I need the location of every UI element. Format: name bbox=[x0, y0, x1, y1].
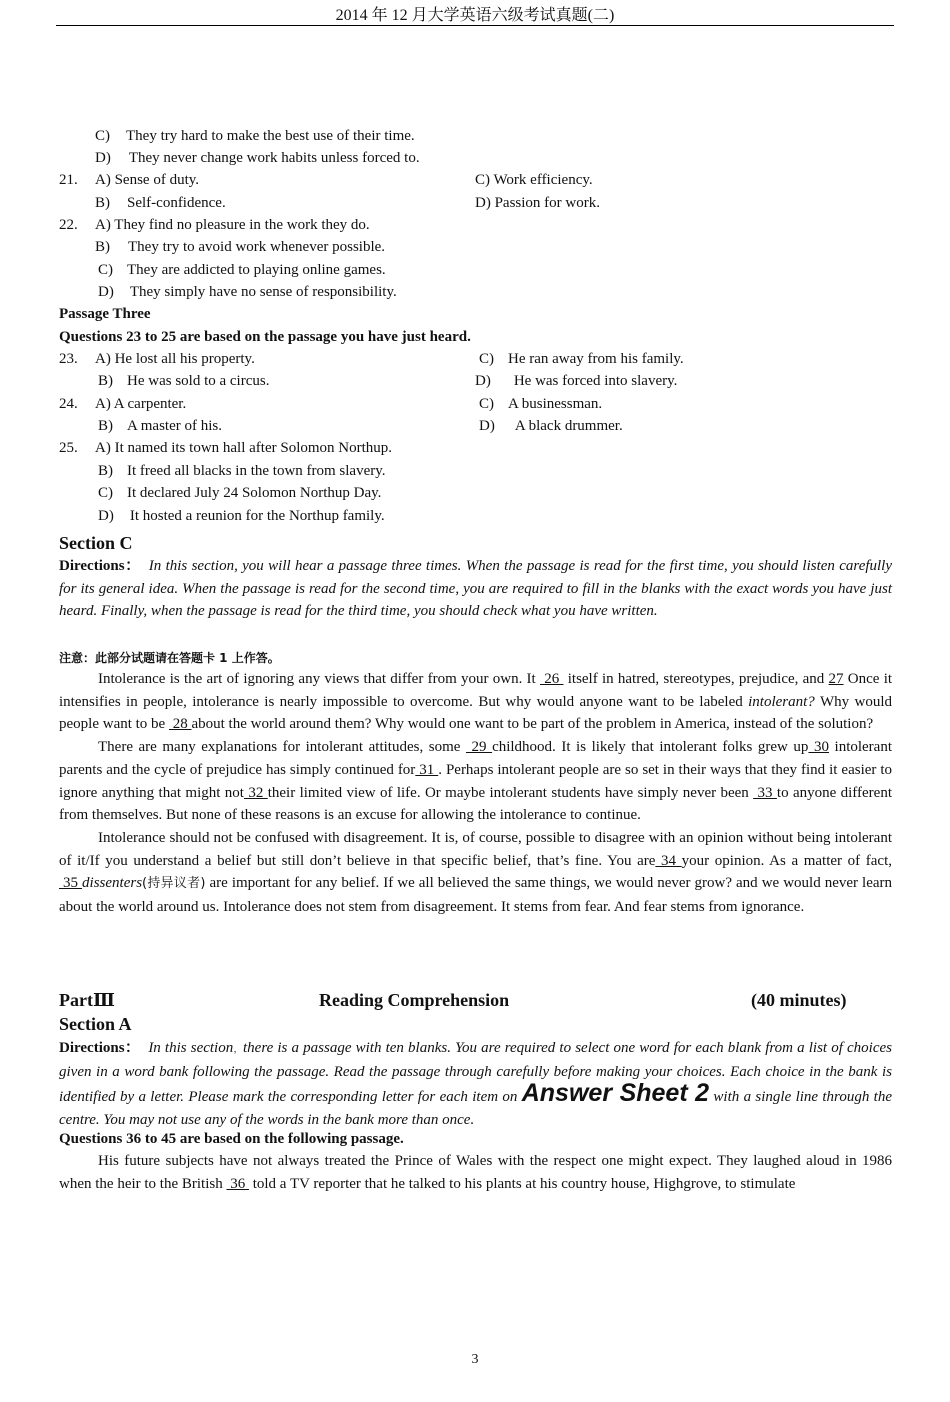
blank-26: 26 bbox=[539, 671, 564, 687]
passage-three-instruction: Questions 23 to 25 are based on the passage you have just heard. bbox=[59, 329, 471, 345]
page-number: 3 bbox=[471, 1352, 479, 1367]
q25-option-b: B) It freed all blacks in the town from slavery. bbox=[98, 463, 386, 479]
q24-option-c: C) A businessman. bbox=[479, 396, 603, 412]
q21-option-b: B) Self-confidence. bbox=[95, 195, 226, 211]
blank-29: 29 bbox=[465, 739, 493, 756]
q22-option-a: A) They find no pleasure in the work they do. bbox=[95, 217, 370, 233]
q21-option-d: D) Passion for work. bbox=[475, 195, 600, 211]
section-c-title: Section C bbox=[59, 533, 133, 553]
q22-option-c: C) They are addicted to playing online games. bbox=[98, 262, 386, 278]
q22-option-b: B) They try to avoid work whenever possible. bbox=[95, 239, 386, 255]
section-c-passage bbox=[59, 668, 892, 919]
passage-paragraph-2: There are many explanations for intolerant attitudes, some 29 childhood. It is likely that intolerant folks grew up 30 intolerant parents and the cycle of prejudice has simply continued for 31 . Perhaps intolerant people are so set in their ways that they find it easier to ignore anything that might not 32 their limited view of life. Or maybe intolerant students have simply never been 33 to anyone different from themselves. But none of these reasons is an excuse for allowing the intolerance to continue. bbox=[59, 739, 893, 824]
part-three-label: PartⅢ bbox=[59, 990, 115, 1010]
q23-option-b: B) He was sold to a circus. bbox=[98, 373, 270, 389]
page-header: 2014 年 12 月大学英语六级考试真题(二) bbox=[335, 7, 615, 24]
q24-option-d: D) A black drummer. bbox=[479, 418, 623, 434]
q21-option-a: A) Sense of duty. bbox=[95, 172, 200, 188]
blank-36: 36 bbox=[226, 1175, 249, 1192]
q25-option-d: D) It hosted a reunion for the Northup family. bbox=[98, 508, 385, 524]
blank-27: 27 bbox=[828, 671, 844, 687]
section-a-title: Section A bbox=[59, 1014, 132, 1034]
q20-option-c: C) They try hard to make the best use of their time. bbox=[95, 128, 415, 144]
q25-option-c: C) It declared July 24 Solomon Northup Day. bbox=[98, 485, 382, 501]
directions-label: Directions： bbox=[59, 558, 141, 574]
q25-number: 25. bbox=[59, 440, 78, 456]
q24-option-a: A) A carpenter. bbox=[95, 396, 187, 412]
section-a-passage: His future subjects have not always treated the Prince of Wales with the respect one might expect. They laughed aloud in 1986 when the heir to the British 36 told a TV reporter that he talked to his plants at his country house, Highgrove, to stimulate bbox=[59, 1153, 892, 1192]
blank-34: 34 bbox=[655, 852, 682, 869]
section-c-note: 注意：此部分试题请在答题卡 1 上作答。 bbox=[59, 651, 280, 665]
q23-option-d: D) He was forced into slavery. bbox=[475, 373, 678, 389]
section-a-directions: Directions： In this section，there is a passage with ten blanks. You are required to select one word for each blank from a list of choices given in a word bank following the passage. Read the passage through carefully before making your choices. Each choice in the bank is identified by a letter. Please mark the corresponding letter for each item on Answer Sheet 2 with a single line through the centre. You may not use any of the words in the bank more than once. bbox=[59, 1040, 893, 1129]
part-three-title: Reading Comprehension bbox=[319, 990, 510, 1010]
q25-option-a: A) It named its town hall after Solomon Northup. bbox=[95, 440, 393, 456]
q23-number: 23. bbox=[59, 351, 78, 367]
blank-32: 32 bbox=[243, 784, 268, 801]
passage-paragraph-3: Intolerance should not be confused with disagreement. It is, of course, possible to disagree with an opinion without being intolerant of it/If you understand a belief but still don’t believe in that specific belief, that’s fine. You are 34 your opinion. As a matter of fact, 35 dissenters(持异议者) are important for any belief. If we all believed the same things, we would never grow? and we would never learn about the world around us. Intolerance does not stem from disagreement. It stems from fear. And fear stems from ignorance. bbox=[59, 829, 893, 916]
blank-31: 31 bbox=[415, 761, 439, 778]
q21-number: 21. bbox=[59, 172, 78, 188]
blank-28: 28 bbox=[168, 716, 192, 733]
blank-30: 30 bbox=[808, 739, 829, 756]
q24-option-b: B) A master of his. bbox=[98, 418, 222, 434]
q20-option-d: D) They never change work habits unless forced to. bbox=[95, 150, 420, 166]
q22-option-d: D) They simply have no sense of responsibility. bbox=[98, 284, 397, 300]
blank-35: 35 bbox=[59, 875, 83, 892]
blank-33: 33 bbox=[753, 784, 777, 801]
answer-sheet-2: Answer Sheet 2 bbox=[521, 1079, 710, 1108]
passage-paragraph-1: Intolerance is the art of ignoring any views that differ from your own. It 26 itself in hatred, stereotypes, prejudice, and 27 Once it intensifies in people, intolerance is nearly impossible to overcome. But why would anyone want to be labeled intolerant? Why would people want to be 28 about the world around them? Why would one want to be part of the problem in America, instead of the solution? bbox=[59, 671, 893, 733]
section-c-directions: Directions： In this section, you will hear a passage three times. When the passage is read for the first time, you should listen carefully for its general idea. When the passage is read for the second time, you are required to fill in the blanks with the exact words you have just heard. Finally, when the passage is read for the third time, you should check what you have written. bbox=[59, 558, 893, 620]
header-rule bbox=[56, 25, 894, 26]
section-a-instruction: Questions 36 to 45 are based on the following passage. bbox=[59, 1131, 404, 1147]
part-three-time: (40 minutes) bbox=[751, 990, 847, 1010]
q23-option-c: C) He ran away from his family. bbox=[479, 351, 684, 367]
q22-number: 22. bbox=[59, 217, 78, 233]
q23-option-a: A) He lost all his property. bbox=[95, 351, 255, 367]
q24-number: 24. bbox=[59, 396, 78, 412]
q21-option-c: C) Work efficiency. bbox=[475, 172, 593, 188]
passage-three-title: Passage Three bbox=[59, 306, 151, 322]
